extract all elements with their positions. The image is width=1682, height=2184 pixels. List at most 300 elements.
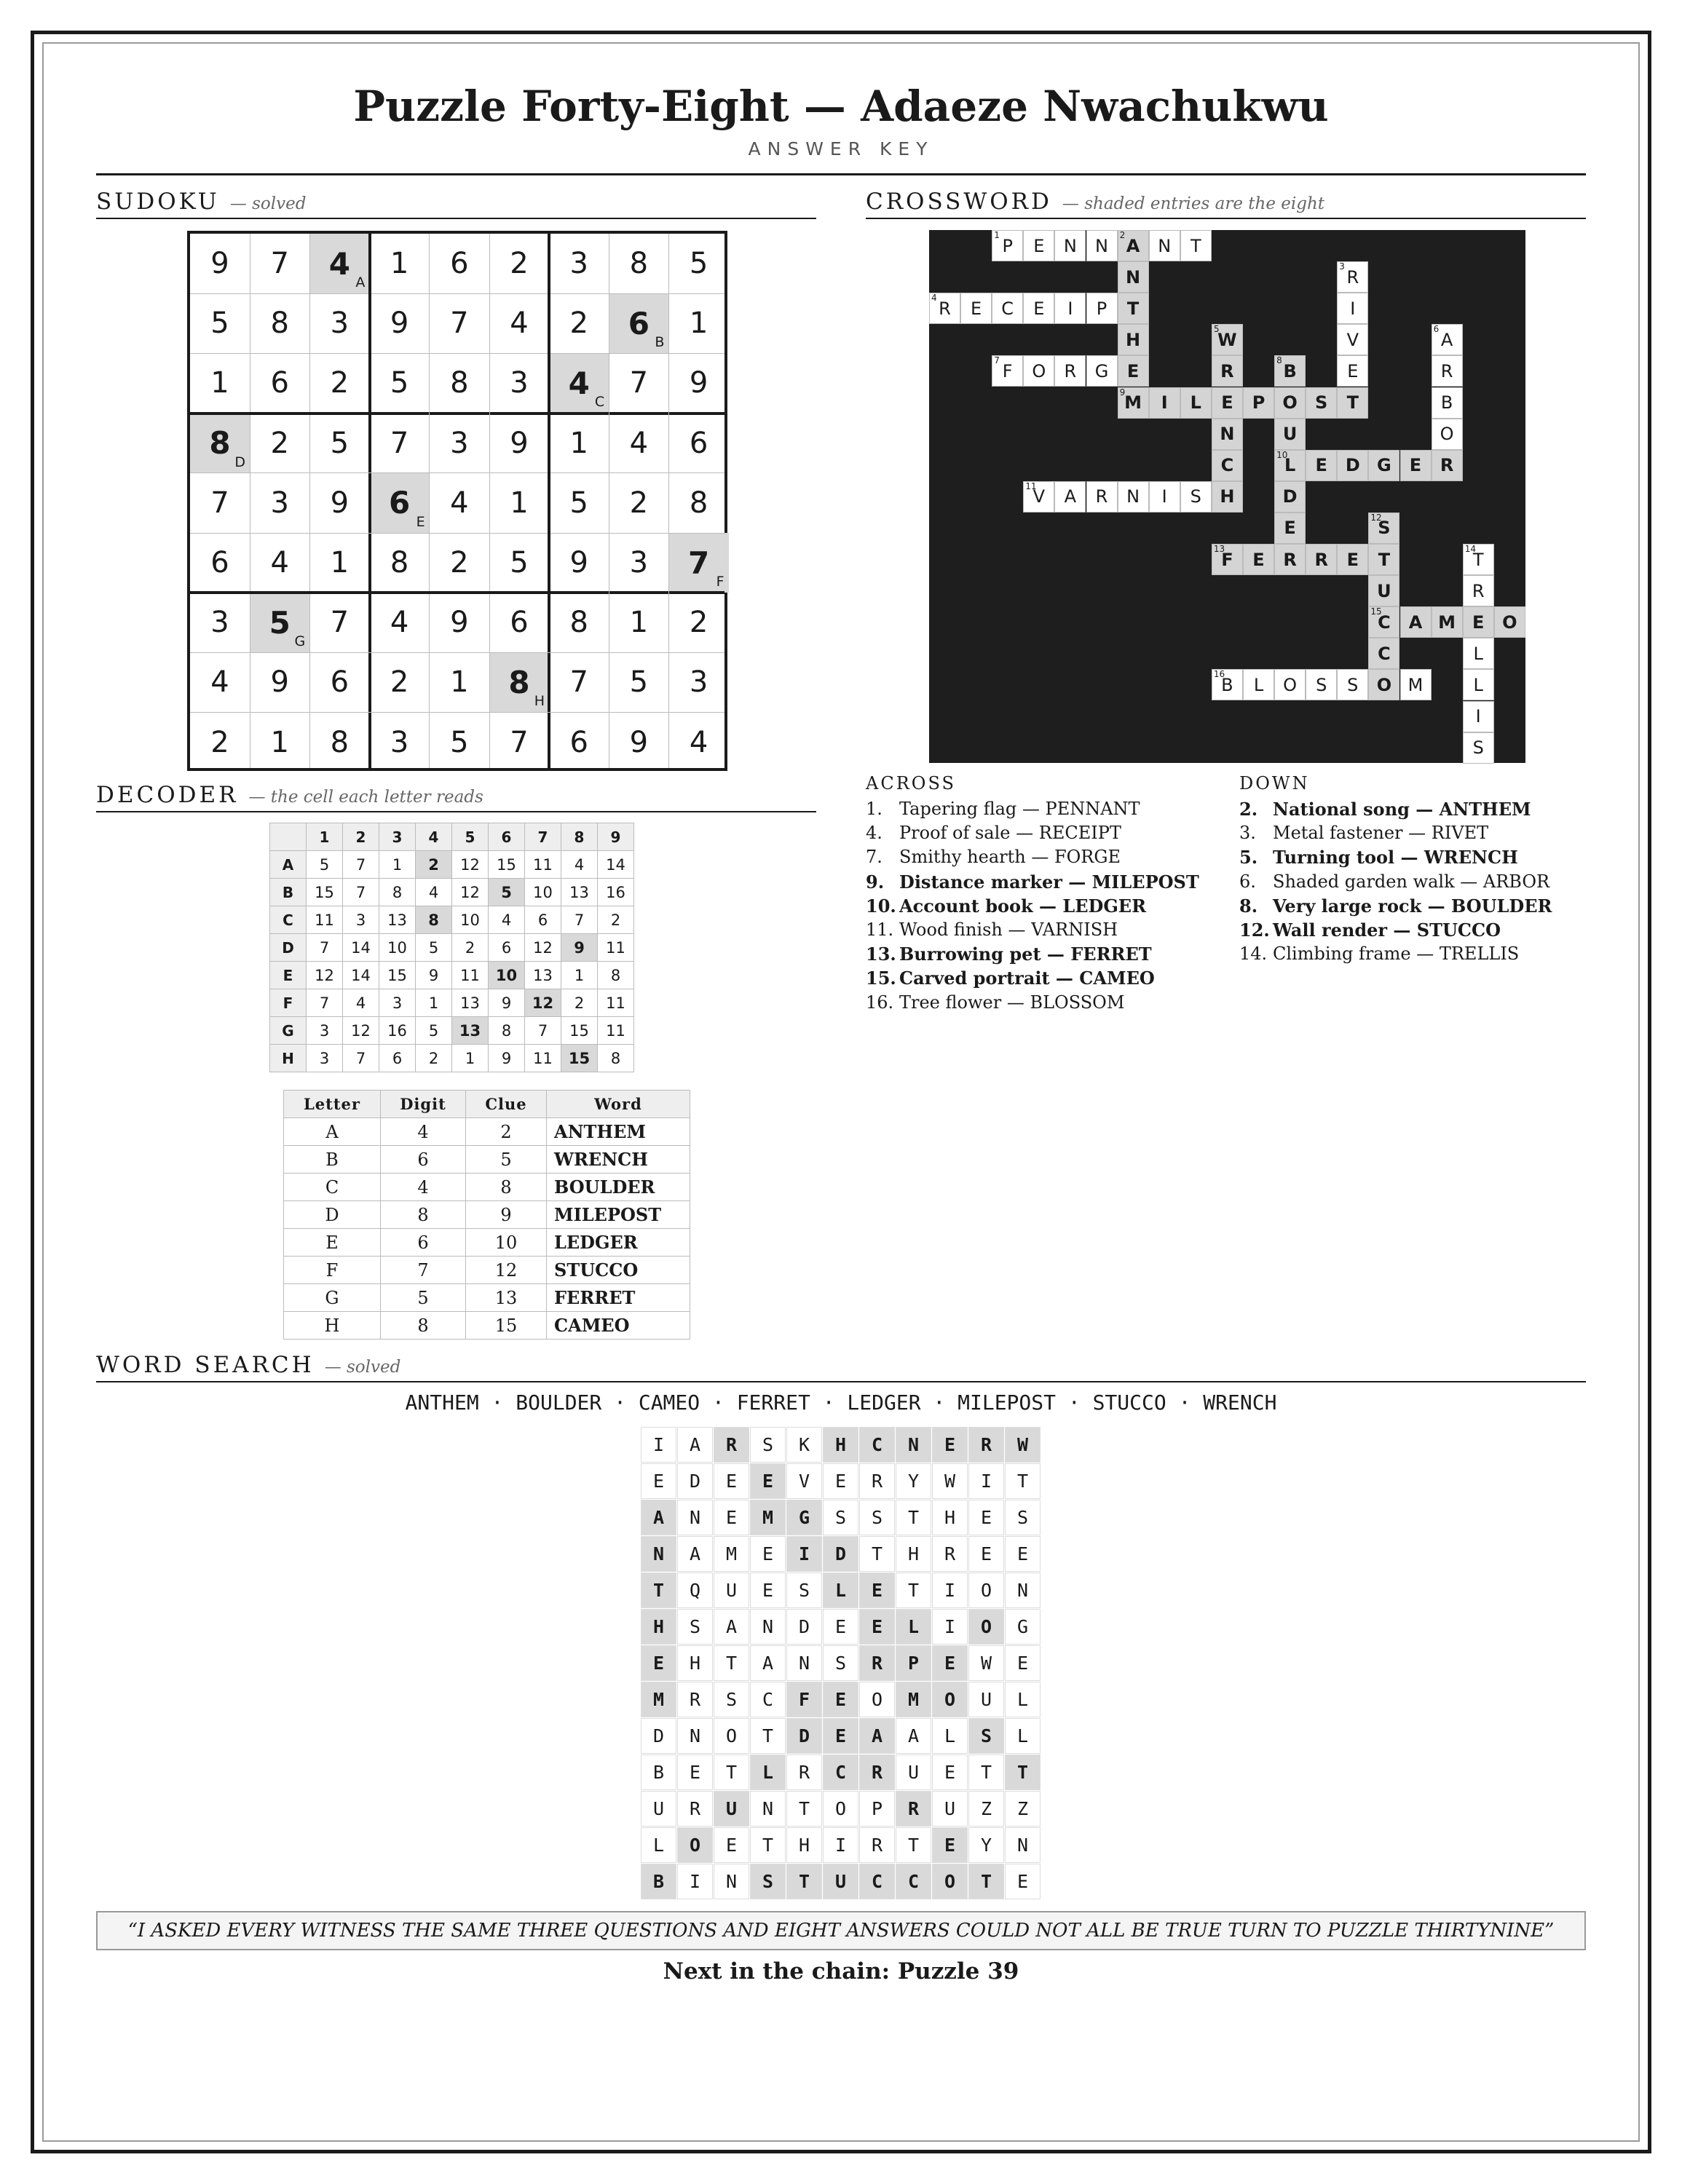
- crossword-cell: [1274, 669, 1306, 700]
- crossword-letter: T: [1378, 549, 1391, 570]
- sudoku-digit: 1: [270, 725, 289, 759]
- sudoku-cell: [430, 593, 489, 652]
- wordsearch-cell: O: [677, 1827, 713, 1863]
- crossword-grid: [929, 230, 1525, 763]
- sudoku-gridline: [190, 293, 724, 294]
- clue-number: 8.: [1239, 895, 1258, 917]
- crossword-letter: E: [1221, 392, 1233, 413]
- decoder-cell: 8: [416, 906, 452, 934]
- wordsearch-cell: S: [1005, 1500, 1041, 1535]
- crossword-letter: S: [1190, 486, 1201, 507]
- sudoku-gridline: [190, 533, 724, 534]
- crossword-letter: L: [1473, 674, 1483, 695]
- crossword-clue-number: 10: [1276, 449, 1288, 460]
- crossword-letter: P: [1252, 392, 1266, 413]
- crossword-cell: [1212, 544, 1243, 575]
- sudoku-cell: [549, 414, 609, 473]
- decoder-key-cell: 10: [466, 1229, 547, 1257]
- decoder-key-row: [284, 1174, 690, 1201]
- wordsearch-cell: T: [968, 1754, 1004, 1790]
- decoder-cell: 1: [561, 962, 598, 989]
- crossword-clue-number: 16: [1213, 669, 1225, 680]
- crossword-letter: H: [1126, 329, 1141, 350]
- decoder-cell: 7: [525, 1017, 561, 1045]
- wordsearch-cell: P: [859, 1791, 895, 1827]
- decoder-key-cell: 8: [466, 1174, 547, 1201]
- wordsearch-cell: E: [750, 1572, 786, 1608]
- decoder-cell: 14: [343, 934, 379, 962]
- decoder-key-cell: CAMEO: [547, 1312, 690, 1340]
- decoder-column-header: 1: [307, 823, 343, 851]
- wordsearch-cell: I: [932, 1572, 968, 1608]
- crossword-cell: [1054, 230, 1086, 261]
- decoder-column-header: 9: [598, 823, 634, 851]
- wordsearch-cell: E: [968, 1500, 1004, 1535]
- sudoku-cell-tag: C: [594, 394, 605, 411]
- down-clue: [1239, 847, 1518, 868]
- sudoku-cell-tag: E: [416, 513, 425, 530]
- wordsearch-cell: O: [859, 1682, 895, 1717]
- clue-text: Account book — LEDGER: [899, 895, 1147, 917]
- crossword-cell: [1337, 324, 1368, 355]
- crossword-letter: E: [1033, 235, 1045, 256]
- decoder-cell: 7: [561, 906, 598, 934]
- crossword-clue-number: 13: [1213, 544, 1225, 554]
- sudoku-cell: [609, 234, 668, 293]
- decoder-key-cell: 13: [466, 1284, 547, 1312]
- across-heading: ACROSS: [866, 773, 956, 794]
- crossword-clue-number: 6: [1433, 324, 1440, 335]
- decoder-cell: 12: [343, 1017, 379, 1045]
- sudoku-cell: [309, 652, 369, 712]
- sudoku-gridline: [309, 234, 310, 768]
- crossword-cell: [1432, 387, 1463, 419]
- decoder-key-cell: LEDGER: [547, 1229, 690, 1257]
- wordsearch-cell: C: [823, 1754, 858, 1790]
- sudoku-cell: [669, 593, 729, 652]
- wordsearch-cell: N: [786, 1645, 822, 1681]
- crossword-letter: O: [1032, 360, 1046, 381]
- wordsearch-cell: R: [859, 1463, 895, 1499]
- crossword-letter: E: [1346, 549, 1359, 570]
- crossword-clue-number: 15: [1370, 606, 1382, 617]
- sudoku-cell: [430, 353, 489, 413]
- sudoku-cell: [669, 473, 729, 533]
- wordsearch-cell: D: [786, 1609, 822, 1645]
- crossword-clue-number: 7: [994, 355, 1000, 366]
- wordsearch-cell: T: [750, 1718, 786, 1754]
- crossword-cell: [1274, 450, 1306, 481]
- sudoku-digit: 4: [689, 725, 708, 759]
- wordsearch-cell: N: [750, 1609, 786, 1645]
- sudoku-digit: 7: [330, 606, 350, 640]
- across-clue: [866, 919, 1118, 940]
- crossword-letter: B: [1440, 392, 1453, 413]
- decoder-key-cell: STUCCO: [547, 1257, 690, 1284]
- decoder-cell: 12: [307, 962, 343, 989]
- crossword-letter: C: [1378, 612, 1391, 633]
- decoder-key-cell: A: [284, 1118, 381, 1146]
- crossword-letter: T: [1346, 392, 1359, 413]
- sudoku-digit: 9: [210, 247, 229, 280]
- wordsearch-cell: S: [786, 1572, 822, 1608]
- crossword-cell: [1149, 230, 1180, 261]
- sudoku-cell: [250, 234, 309, 293]
- wordsearch-cell: S: [714, 1682, 749, 1717]
- crossword-cell: [1212, 419, 1243, 450]
- sudoku-digit: 3: [450, 426, 469, 460]
- crossword-clue-number: 3: [1339, 261, 1345, 272]
- decoder-row-header: F: [270, 989, 307, 1017]
- decoder-key-header: Letter: [284, 1091, 381, 1118]
- crossword-cell: [1054, 355, 1086, 387]
- decoder-key-row: [284, 1118, 690, 1146]
- page-title: Puzzle Forty-Eight — Adaeze Nwachukwu: [353, 82, 1329, 131]
- decoder-cell: 12: [525, 934, 561, 962]
- crossword-cell: [1212, 387, 1243, 419]
- crossword-cell: [1432, 355, 1463, 387]
- sudoku-digit: 9: [569, 546, 588, 579]
- wordsearch-cell: E: [1005, 1536, 1041, 1572]
- decoder-cell: 10: [525, 879, 561, 906]
- wordsearch-cell: S: [750, 1864, 786, 1899]
- sudoku-digit: 8: [390, 546, 409, 579]
- wordsearch-cell: N: [641, 1536, 676, 1572]
- sudoku-cell: [549, 293, 609, 353]
- crossword-letter: A: [1408, 612, 1423, 633]
- wordsearch-cell: S: [823, 1500, 858, 1535]
- clue-number: 9.: [866, 871, 885, 893]
- sudoku-digit: 3: [569, 247, 588, 280]
- wordsearch-cell: E: [859, 1609, 895, 1645]
- sudoku-digit: 6: [330, 665, 350, 700]
- crossword-cell: [1118, 324, 1149, 355]
- wordsearch-cell: R: [677, 1791, 713, 1827]
- decoder-row-header: G: [270, 1017, 307, 1045]
- sudoku-cell: [549, 593, 609, 652]
- decoder-cell: 3: [307, 1017, 343, 1045]
- wordsearch-cell: A: [750, 1645, 786, 1681]
- solution-quote: [96, 1911, 1586, 1950]
- crossword-cell: [1274, 387, 1306, 419]
- crossword-letter: E: [1284, 518, 1296, 539]
- sudoku-cell: [609, 473, 668, 533]
- crossword-heading-note: — shaded entries are the eight: [1062, 194, 1324, 213]
- wordsearch-cell: T: [714, 1754, 749, 1790]
- wordsearch-cell: T: [786, 1864, 822, 1899]
- crossword-letter: A: [1126, 235, 1140, 256]
- sudoku-cell: [370, 234, 430, 293]
- crossword-letter: W: [1217, 329, 1237, 350]
- decoder-row-header: A: [270, 851, 307, 879]
- wordsearch-cell: T: [714, 1645, 749, 1681]
- decoder-cell: 16: [598, 879, 634, 906]
- decoder-key-cell: MILEPOST: [547, 1201, 690, 1229]
- sudoku-digit: 7: [687, 545, 710, 581]
- wordsearch-cell: C: [750, 1682, 786, 1717]
- wordsearch-cell: M: [750, 1500, 786, 1535]
- decoder-corner: [270, 823, 307, 851]
- wordsearch-cell: W: [932, 1463, 968, 1499]
- sudoku-digit: 2: [569, 306, 588, 341]
- wordsearch-cell: E: [968, 1536, 1004, 1572]
- crossword-cell: [1086, 293, 1118, 324]
- sudoku-gridline: [190, 591, 724, 594]
- wordsearch-cell: R: [786, 1754, 822, 1790]
- crossword-clue-number: 2: [1119, 230, 1126, 240]
- clue-text: Tapering flag — PENNANT: [899, 799, 1140, 819]
- sudoku-digit: 7: [450, 306, 469, 341]
- decoder-cell: 5: [489, 879, 525, 906]
- wordsearch-heading: [96, 1352, 1586, 1382]
- crossword-letter: U: [1282, 424, 1298, 445]
- wordsearch-cell: T: [896, 1572, 931, 1608]
- decoder-row-header: H: [270, 1045, 307, 1072]
- decoder-cell: 8: [489, 1017, 525, 1045]
- sudoku-gridline: [190, 472, 724, 473]
- crossword-letter: V: [1346, 329, 1359, 350]
- wordsearch-cell: O: [932, 1682, 968, 1717]
- crossword-letter: O: [1376, 674, 1392, 695]
- across-clue: [866, 799, 1140, 819]
- sudoku-cell: [669, 652, 729, 712]
- sudoku-cell: [309, 473, 369, 533]
- sudoku-cell: [190, 473, 250, 533]
- sudoku-digit: 3: [390, 725, 409, 759]
- decoder-heading-note: — the cell each letter reads: [248, 788, 483, 807]
- wordsearch-cell: L: [1005, 1682, 1041, 1717]
- decoder-key-cell: 6: [381, 1229, 466, 1257]
- sudoku-digit: 5: [689, 247, 708, 280]
- decoder-cell: 13: [525, 962, 561, 989]
- wordsearch-cell: T: [1005, 1463, 1041, 1499]
- decoder-cell: 1: [379, 851, 416, 879]
- crossword-letter: O: [1283, 674, 1298, 695]
- crossword-heading: [866, 189, 1586, 219]
- crossword-cell: [1212, 324, 1243, 355]
- crossword-letter: F: [1002, 360, 1013, 381]
- wordsearch-cell: W: [1005, 1427, 1041, 1463]
- crossword-cell: [1054, 481, 1086, 513]
- sudoku-cell: [190, 414, 250, 473]
- clue-number: 2.: [1239, 799, 1258, 820]
- decoder-row-header: E: [270, 962, 307, 989]
- wordsearch-cell: O: [714, 1718, 749, 1754]
- decoder-cell: 3: [343, 906, 379, 934]
- decoder-column-header: 7: [525, 823, 561, 851]
- decoder-cell: 7: [343, 1045, 379, 1072]
- crossword-cell: [1306, 387, 1337, 419]
- sudoku-cell: [669, 353, 729, 413]
- decoder-key-cell: 12: [466, 1257, 547, 1284]
- crossword-letter: E: [1347, 360, 1359, 381]
- crossword-letter: C: [1378, 643, 1391, 664]
- sudoku-digit: 1: [330, 546, 350, 579]
- crossword-letter: S: [1316, 674, 1327, 695]
- wordsearch-cell: V: [786, 1463, 822, 1499]
- crossword-cell: [1432, 419, 1463, 450]
- wordsearch-cell: H: [823, 1427, 858, 1463]
- sudoku-digit: 9: [629, 725, 649, 759]
- sudoku-cell: [250, 473, 309, 533]
- clue-number: 14.: [1239, 943, 1268, 965]
- crossword-letter: L: [1190, 392, 1201, 413]
- wordsearch-cell: E: [1005, 1645, 1041, 1681]
- crossword-letter: M: [1124, 392, 1142, 413]
- crossword-letter: R: [1440, 455, 1454, 476]
- sudoku-digit: 3: [270, 486, 289, 520]
- sudoku-cell: [309, 713, 369, 772]
- clue-text: Metal fastener — RIVET: [1273, 823, 1489, 844]
- decoder-cell: 15: [561, 1017, 598, 1045]
- sudoku-cell: [549, 533, 609, 593]
- crossword-letter: F: [1221, 549, 1233, 570]
- crossword-letter: N: [1095, 235, 1108, 256]
- crossword-clue-number: 12: [1370, 512, 1382, 523]
- wordsearch-cell: R: [932, 1536, 968, 1572]
- sudoku-digit: 9: [450, 606, 469, 640]
- sudoku-cell: [190, 593, 250, 652]
- crossword-cell: [1118, 230, 1149, 261]
- crossword-cell: [1368, 638, 1399, 669]
- sudoku-digit: 6: [210, 546, 229, 579]
- sudoku-digit: 7: [210, 486, 229, 520]
- crossword-letter: P: [1002, 235, 1013, 256]
- wordsearch-cell: L: [896, 1609, 931, 1645]
- decoder-key-cell: 9: [466, 1201, 547, 1229]
- sudoku-digit: 7: [390, 426, 409, 460]
- sudoku-digit: 4: [568, 365, 590, 401]
- decoder-cell: 7: [307, 989, 343, 1017]
- decoder-key-row: [284, 1146, 690, 1174]
- sudoku-cell: [430, 533, 489, 593]
- crossword-cell: [1180, 230, 1212, 261]
- sudoku-digit: 4: [450, 486, 469, 520]
- crossword-letter: I: [1475, 706, 1481, 727]
- sudoku-digit: 5: [210, 306, 229, 341]
- decoder-cell: 8: [379, 879, 416, 906]
- sudoku-cell: [489, 473, 549, 533]
- sudoku-cell: [430, 713, 489, 772]
- clue-text: Shaded garden walk — ARBOR: [1273, 871, 1550, 892]
- sudoku-digit: 2: [510, 247, 529, 280]
- wordsearch-cell: U: [896, 1754, 931, 1790]
- clue-text: Distance marker — MILEPOST: [899, 871, 1199, 893]
- across-clue: [866, 823, 1121, 843]
- wordsearch-cell: U: [823, 1864, 858, 1899]
- sudoku-cell: [370, 713, 430, 772]
- sudoku-digit: 8: [270, 306, 289, 341]
- sudoku-digit: 5: [450, 725, 469, 759]
- clue-number: 11.: [866, 919, 894, 940]
- decoder-cell: 2: [598, 906, 634, 934]
- decoder-cell: 3: [379, 989, 416, 1017]
- crossword-letter: I: [1161, 486, 1167, 507]
- crossword-cell: [1212, 481, 1243, 513]
- crossword-clue-number: 11: [1025, 480, 1037, 491]
- wordsearch-cell: E: [823, 1463, 858, 1499]
- decoder-cell: 9: [416, 962, 452, 989]
- sudoku-cell: [309, 593, 369, 652]
- crossword-letter: N: [1126, 486, 1140, 507]
- decoder-cell: 5: [307, 851, 343, 879]
- clue-number: 10.: [866, 895, 896, 917]
- crossword-letter: E: [1472, 612, 1485, 633]
- sudoku-digit: 8: [689, 486, 708, 520]
- crossword-cell: [1368, 575, 1399, 606]
- wordsearch-cell: E: [677, 1754, 713, 1790]
- sudoku-digit: 1: [689, 306, 708, 341]
- crossword-letter: L: [1284, 455, 1296, 476]
- crossword-cell: [1023, 355, 1054, 387]
- sudoku-cell: [609, 713, 668, 772]
- sudoku-cell: [250, 593, 309, 652]
- crossword-letter: R: [1346, 266, 1359, 288]
- wordsearch-cell: N: [896, 1427, 931, 1463]
- decoder-cell: 11: [598, 989, 634, 1017]
- crossword-cell: [960, 293, 992, 324]
- crossword-cell: [1149, 481, 1180, 513]
- sudoku-digit: 6: [628, 305, 649, 341]
- crossword-cell: [1463, 701, 1494, 732]
- decoder-key-row: [284, 1257, 690, 1284]
- crossword-letter: O: [1282, 392, 1298, 413]
- decoder-key-cell: ANTHEM: [547, 1118, 690, 1146]
- decoder-key-cell: 8: [381, 1312, 466, 1340]
- wordsearch-cell: E: [823, 1609, 858, 1645]
- decoder-cell: 7: [343, 851, 379, 879]
- decoder-row: [270, 962, 634, 989]
- wordsearch-cell: E: [823, 1682, 858, 1717]
- decoder-cell: 13: [452, 1017, 489, 1045]
- clue-number: 4.: [866, 823, 883, 844]
- decoder-key-header: Clue: [466, 1091, 547, 1118]
- crossword-letter: E: [1126, 360, 1140, 381]
- clue-text: Climbing frame — TRELLIS: [1273, 943, 1520, 965]
- sudoku-cell: [489, 593, 549, 652]
- crossword-cell: [1149, 387, 1180, 419]
- clue-text: Burrowing pet — FERRET: [899, 943, 1152, 965]
- crossword-cell: [1118, 355, 1149, 387]
- decoder-row-header: C: [270, 906, 307, 934]
- sudoku-cell: [609, 593, 668, 652]
- wordsearch-cell: T: [896, 1827, 931, 1863]
- crossword-cell: [992, 230, 1023, 261]
- crossword-letter: M: [1407, 674, 1424, 695]
- crossword-letter: N: [1063, 235, 1077, 256]
- decoder-row: [270, 1017, 634, 1045]
- sudoku-cell: [250, 414, 309, 473]
- crossword-letter: U: [1377, 580, 1391, 601]
- crossword-cell: [1432, 606, 1463, 638]
- decoder-cell: 16: [379, 1017, 416, 1045]
- crossword-letter: G: [1377, 455, 1391, 476]
- decoder-key-cell: G: [284, 1284, 381, 1312]
- sudoku-digit: 8: [209, 425, 231, 462]
- decoder-cell: 1: [416, 989, 452, 1017]
- sudoku-cell: [370, 353, 430, 413]
- sudoku-cell: [489, 234, 549, 293]
- wordsearch-cell: R: [859, 1645, 895, 1681]
- crossword-letter: G: [1094, 360, 1109, 381]
- wordsearch-cell: E: [641, 1463, 676, 1499]
- decoder-cell: 6: [489, 934, 525, 962]
- sudoku-cell: [609, 652, 668, 712]
- wordsearch-cell: D: [677, 1463, 713, 1499]
- crossword-cell: [1432, 324, 1463, 355]
- crossword-letter: R: [1283, 549, 1297, 570]
- decoder-key-cell: 5: [466, 1146, 547, 1174]
